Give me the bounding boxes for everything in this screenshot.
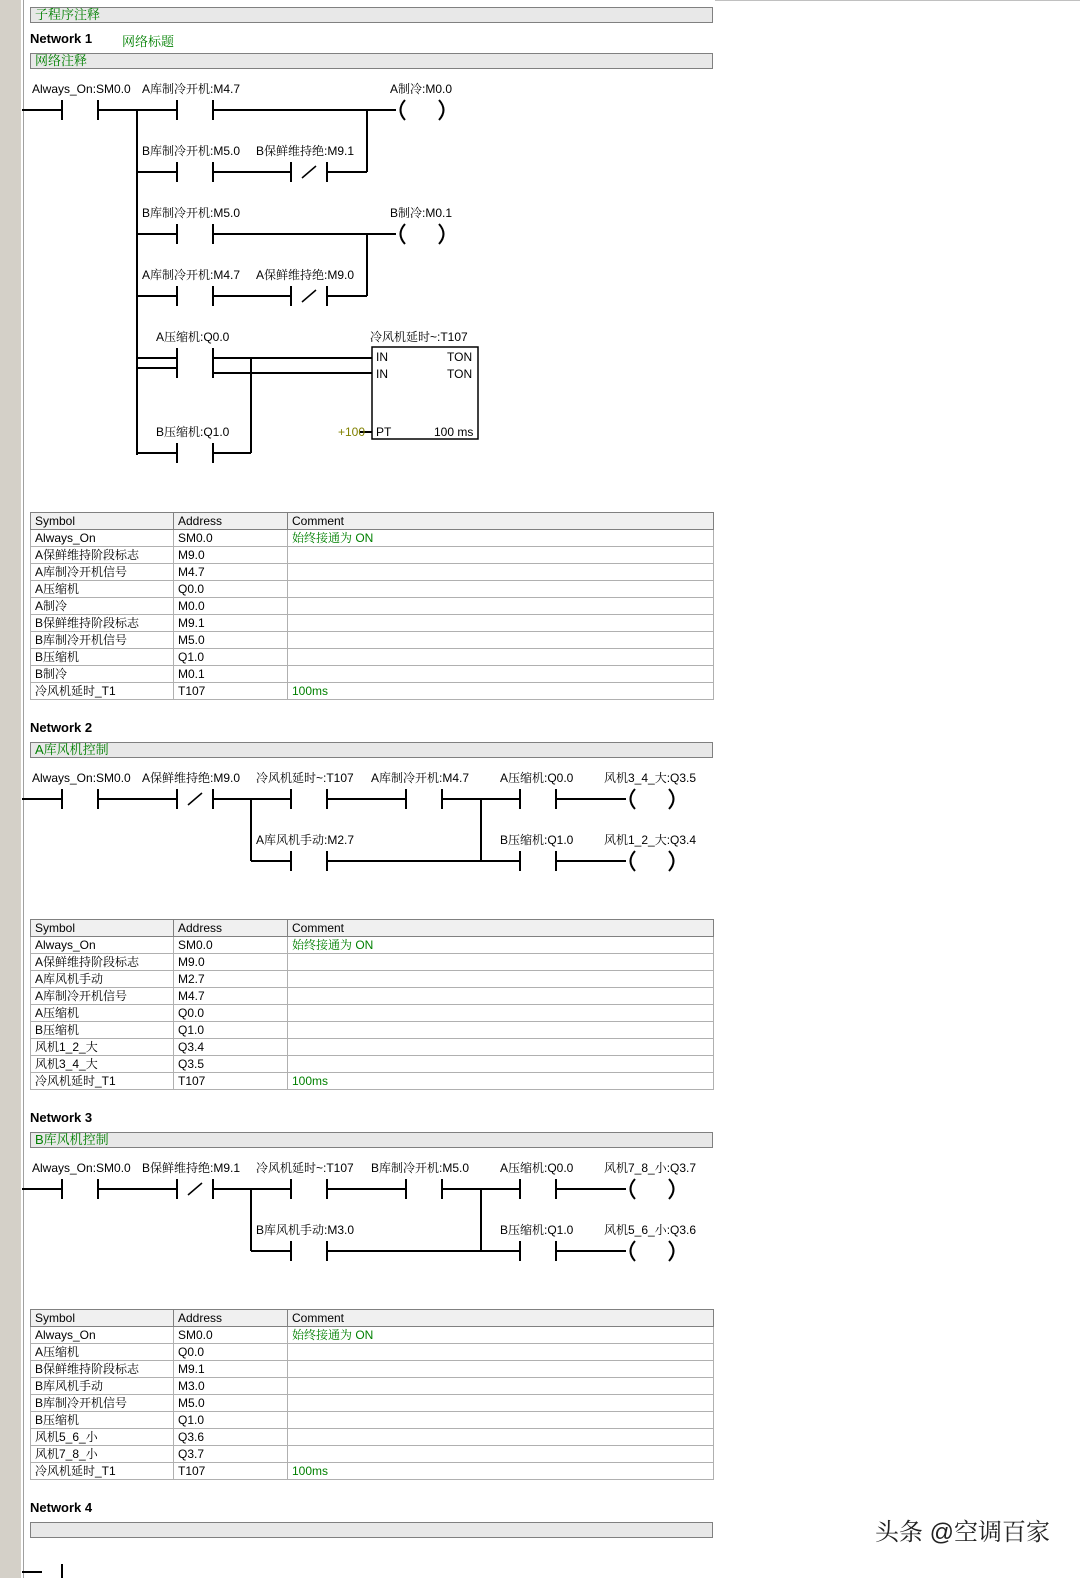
symbol-cell: B库风机手动 xyxy=(31,1378,174,1395)
n3-contact-b-start[interactable]: B库制冷开机:M5.0 xyxy=(371,1161,470,1175)
address-cell: Q3.6 xyxy=(174,1429,288,1446)
table-row[interactable] xyxy=(31,1395,714,1412)
comment-cell xyxy=(288,581,714,598)
address-cell: M0.0 xyxy=(174,598,288,615)
symbol-cell: A压缩机 xyxy=(31,581,174,598)
address-cell: SM0.0 xyxy=(174,937,288,954)
symbol-cell: B压缩机 xyxy=(31,649,174,666)
n1-timer-type-1: TON xyxy=(447,350,473,364)
symbol-cell: A压缩机 xyxy=(31,1344,174,1361)
header-address[interactable]: Address xyxy=(174,513,288,530)
network-4-comment[interactable] xyxy=(30,1522,713,1538)
address-cell: Q3.5 xyxy=(174,1056,288,1073)
address-cell: Q1.0 xyxy=(174,649,288,666)
address-cell: M2.7 xyxy=(174,971,288,988)
n1-coil-b[interactable]: B制冷:M0.1 xyxy=(390,206,453,220)
comment-cell xyxy=(288,1412,714,1429)
network-3-symbol-table xyxy=(30,1309,714,1480)
address-cell: Q0.0 xyxy=(174,581,288,598)
n3-coil-fan-7-8[interactable]: 风机7_8_小:Q3.7 xyxy=(604,1161,697,1175)
comment-cell xyxy=(288,1378,714,1395)
n3-contact-timer[interactable]: 冷风机延时~:T107 xyxy=(256,1161,354,1175)
symbol-cell: B库制冷开机信号 xyxy=(31,1395,174,1412)
n1-timer-pt-value[interactable]: +100 xyxy=(338,425,366,439)
address-cell: M5.0 xyxy=(174,632,288,649)
address-cell: Q1.0 xyxy=(174,1022,288,1039)
comment-cell xyxy=(288,547,714,564)
comment-cell: 始终接通为 ON xyxy=(288,937,714,954)
address-cell: SM0.0 xyxy=(174,1327,288,1344)
network-1-rung xyxy=(22,75,722,470)
network-1-label[interactable]: Network 1 xyxy=(30,31,93,46)
address-cell: M5.0 xyxy=(174,1395,288,1412)
symbol-cell: 冷风机延时_T1 xyxy=(31,1463,174,1480)
table-row[interactable] xyxy=(31,547,714,564)
n1-timer-in-1: IN xyxy=(376,350,388,364)
comment-cell xyxy=(288,971,714,988)
n2-contact-b-comp[interactable]: B压缩机:Q1.0 xyxy=(500,833,574,847)
left-gutter xyxy=(0,0,22,1578)
n1-timer-pt: PT xyxy=(376,425,392,439)
symbol-cell: B保鲜维持阶段标志 xyxy=(31,1361,174,1378)
address-cell: Q3.4 xyxy=(174,1039,288,1056)
address-cell: M4.7 xyxy=(174,564,288,581)
table-row[interactable] xyxy=(31,954,714,971)
comment-cell xyxy=(288,1344,714,1361)
network-2-rung xyxy=(22,764,722,884)
address-cell: T107 xyxy=(174,683,288,700)
network-4-rung-start xyxy=(22,1556,142,1578)
symbol-cell: A库制冷开机信号 xyxy=(31,988,174,1005)
comment-cell xyxy=(288,1056,714,1073)
table-row[interactable] xyxy=(31,683,714,700)
address-cell: M9.1 xyxy=(174,615,288,632)
n1-contact-a-start[interactable]: A库制冷开机:M4.7 xyxy=(142,82,241,96)
address-cell: M9.0 xyxy=(174,547,288,564)
subroutine-comment[interactable]: 子程序注释 xyxy=(30,7,713,23)
address-cell: M9.0 xyxy=(174,954,288,971)
network-3-label[interactable]: Network 3 xyxy=(30,1110,93,1125)
n1-contact-b-keep[interactable]: B保鲜维持绝:M9.1 xyxy=(256,144,355,158)
header-comment[interactable]: Comment xyxy=(288,1310,714,1327)
comment-cell xyxy=(288,615,714,632)
comment-cell xyxy=(288,1395,714,1412)
table-row[interactable] xyxy=(31,1446,714,1463)
header-symbol[interactable]: Symbol xyxy=(31,513,174,530)
symbol-cell: Always_On xyxy=(31,937,174,954)
address-cell: T107 xyxy=(174,1463,288,1480)
comment-cell xyxy=(288,564,714,581)
table-row[interactable] xyxy=(31,1361,714,1378)
comment-cell xyxy=(288,988,714,1005)
network-3-rung xyxy=(22,1154,722,1274)
n2-contact-a-keep[interactable]: A保鲜维持绝:M9.0 xyxy=(142,771,241,785)
comment-cell xyxy=(288,1446,714,1463)
table-row[interactable] xyxy=(31,937,714,954)
n1-contact-a-start-2[interactable]: A库制冷开机:M4.7 xyxy=(142,268,241,282)
n2-contact-a-start[interactable]: A库制冷开机:M4.7 xyxy=(371,771,470,785)
symbol-cell: A库风机手动 xyxy=(31,971,174,988)
symbol-cell: Always_On xyxy=(31,530,174,547)
n2-contact-always-on[interactable]: Always_On:SM0.0 xyxy=(32,771,131,785)
comment-cell xyxy=(288,632,714,649)
comment-cell: 100ms xyxy=(288,683,714,700)
n1-contact-b-start-2[interactable]: B库制冷开机:M5.0 xyxy=(142,206,241,220)
watermark: 头条 @空调百家 xyxy=(874,1519,1050,1546)
table-row[interactable] xyxy=(31,1073,714,1090)
address-cell: M9.1 xyxy=(174,1361,288,1378)
table-row[interactable] xyxy=(31,649,714,666)
n2-coil-fan-3-4[interactable]: 风机3_4_大:Q3.5 xyxy=(604,771,697,785)
comment-cell xyxy=(288,1022,714,1039)
symbol-cell: 风机3_4_大 xyxy=(31,1056,174,1073)
n2-contact-manual[interactable]: A库风机手动:M2.7 xyxy=(256,833,355,847)
n3-contact-b-comp[interactable]: B压缩机:Q1.0 xyxy=(500,1223,574,1237)
symbol-cell: B库制冷开机信号 xyxy=(31,632,174,649)
comment-cell xyxy=(288,1039,714,1056)
symbol-cell: 冷风机延时_T1 xyxy=(31,683,174,700)
table-row[interactable] xyxy=(31,1412,714,1429)
symbol-cell: 冷风机延时_T1 xyxy=(31,1073,174,1090)
n1-contact-b-start-1[interactable]: B库制冷开机:M5.0 xyxy=(142,144,241,158)
table-row[interactable] xyxy=(31,1056,714,1073)
network-2-symbol-table xyxy=(30,919,714,1090)
n3-contact-manual[interactable]: B库风机手动:M3.0 xyxy=(256,1223,355,1237)
n1-timer-in-2: IN xyxy=(376,367,388,381)
comment-cell: 始终接通为 ON xyxy=(288,1327,714,1344)
n1-contact-always-on[interactable]: Always_On:SM0.0 xyxy=(32,82,131,96)
table-row[interactable] xyxy=(31,632,714,649)
symbol-cell: B保鲜维持阶段标志 xyxy=(31,615,174,632)
comment-cell xyxy=(288,598,714,615)
table-row[interactable] xyxy=(31,988,714,1005)
n3-coil-fan-5-6[interactable]: 风机5_6_小:Q3.6 xyxy=(604,1223,697,1237)
comment-cell: 始终接通为 ON xyxy=(288,530,714,547)
symbol-cell: Always_On xyxy=(31,1327,174,1344)
table-row[interactable] xyxy=(31,530,714,547)
address-cell: M3.0 xyxy=(174,1378,288,1395)
table-row[interactable] xyxy=(31,1327,714,1344)
table-row[interactable] xyxy=(31,1378,714,1395)
comment-cell: 100ms xyxy=(288,1073,714,1090)
header-symbol[interactable]: Symbol xyxy=(31,1310,174,1327)
address-cell: Q0.0 xyxy=(174,1344,288,1361)
n3-contact-always-on[interactable]: Always_On:SM0.0 xyxy=(32,1161,131,1175)
n2-contact-timer[interactable]: 冷风机延时~:T107 xyxy=(256,771,354,785)
symbol-cell: B制冷 xyxy=(31,666,174,683)
n1-contact-a-comp[interactable]: A压缩机:Q0.0 xyxy=(156,330,230,344)
n1-timer-base: 100 ms xyxy=(434,425,474,439)
n1-timer-name[interactable]: 冷风机延时~:T107 xyxy=(370,330,468,344)
symbol-cell: A保鲜维持阶段标志 xyxy=(31,547,174,564)
address-cell: M4.7 xyxy=(174,988,288,1005)
address-cell: T107 xyxy=(174,1073,288,1090)
table-row[interactable] xyxy=(31,1429,714,1446)
address-cell: Q1.0 xyxy=(174,1412,288,1429)
n1-contact-a-keep[interactable]: A保鲜维持绝:M9.0 xyxy=(256,268,355,282)
symbol-cell: A制冷 xyxy=(31,598,174,615)
n3-contact-a-comp[interactable]: A压缩机:Q0.0 xyxy=(500,1161,574,1175)
header-address[interactable]: Address xyxy=(174,920,288,937)
symbol-cell: A压缩机 xyxy=(31,1005,174,1022)
table-row[interactable] xyxy=(31,1039,714,1056)
network-3-comment[interactable]: B库风机控制 xyxy=(30,1132,713,1148)
symbol-cell: B压缩机 xyxy=(31,1412,174,1429)
n1-coil-a[interactable]: A制冷:M0.0 xyxy=(390,82,453,96)
table-row[interactable] xyxy=(31,581,714,598)
network-1-comment[interactable]: 网络注释 xyxy=(30,53,713,69)
comment-cell xyxy=(288,1361,714,1378)
comment-cell xyxy=(288,649,714,666)
table-row[interactable] xyxy=(31,1463,714,1480)
table-row[interactable] xyxy=(31,1005,714,1022)
header-comment[interactable]: Comment xyxy=(288,513,714,530)
comment-cell xyxy=(288,666,714,683)
network-2-comment[interactable]: A库风机控制 xyxy=(30,742,713,758)
symbol-cell: 风机1_2_大 xyxy=(31,1039,174,1056)
table-row[interactable] xyxy=(31,1344,714,1361)
header-address[interactable]: Address xyxy=(174,1310,288,1327)
address-cell: M0.1 xyxy=(174,666,288,683)
n3-contact-b-keep[interactable]: B保鲜维持绝:M9.1 xyxy=(142,1161,241,1175)
header-symbol[interactable]: Symbol xyxy=(31,920,174,937)
symbol-cell: A保鲜维持阶段标志 xyxy=(31,954,174,971)
n1-timer-type-2: TON xyxy=(447,367,473,381)
network-2-label[interactable]: Network 2 xyxy=(30,720,93,735)
network-1-symbol-table xyxy=(30,512,714,700)
symbol-cell: 风机5_6_小 xyxy=(31,1429,174,1446)
table-row[interactable] xyxy=(31,598,714,615)
table-row[interactable] xyxy=(31,564,714,581)
address-cell: Q0.0 xyxy=(174,1005,288,1022)
table-row[interactable] xyxy=(31,615,714,632)
table-row[interactable] xyxy=(31,971,714,988)
symbol-cell: A库制冷开机信号 xyxy=(31,564,174,581)
table-row[interactable] xyxy=(31,666,714,683)
n2-contact-a-comp[interactable]: A压缩机:Q0.0 xyxy=(500,771,574,785)
symbol-cell: B压缩机 xyxy=(31,1022,174,1039)
symbol-cell: 风机7_8_小 xyxy=(31,1446,174,1463)
address-cell: SM0.0 xyxy=(174,530,288,547)
network-4-label[interactable]: Network 4 xyxy=(30,1500,93,1515)
comment-cell xyxy=(288,1429,714,1446)
n1-contact-b-comp[interactable]: B压缩机:Q1.0 xyxy=(156,425,230,439)
comment-cell xyxy=(288,1005,714,1022)
n2-coil-fan-1-2[interactable]: 风机1_2_大:Q3.4 xyxy=(604,833,697,847)
address-cell: Q3.7 xyxy=(174,1446,288,1463)
network-1-title[interactable]: 网络标题 xyxy=(122,34,175,49)
comment-cell: 100ms xyxy=(288,1463,714,1480)
comment-cell xyxy=(288,954,714,971)
header-comment[interactable]: Comment xyxy=(288,920,714,937)
top-rule xyxy=(715,0,1080,1)
table-row[interactable] xyxy=(31,1022,714,1039)
